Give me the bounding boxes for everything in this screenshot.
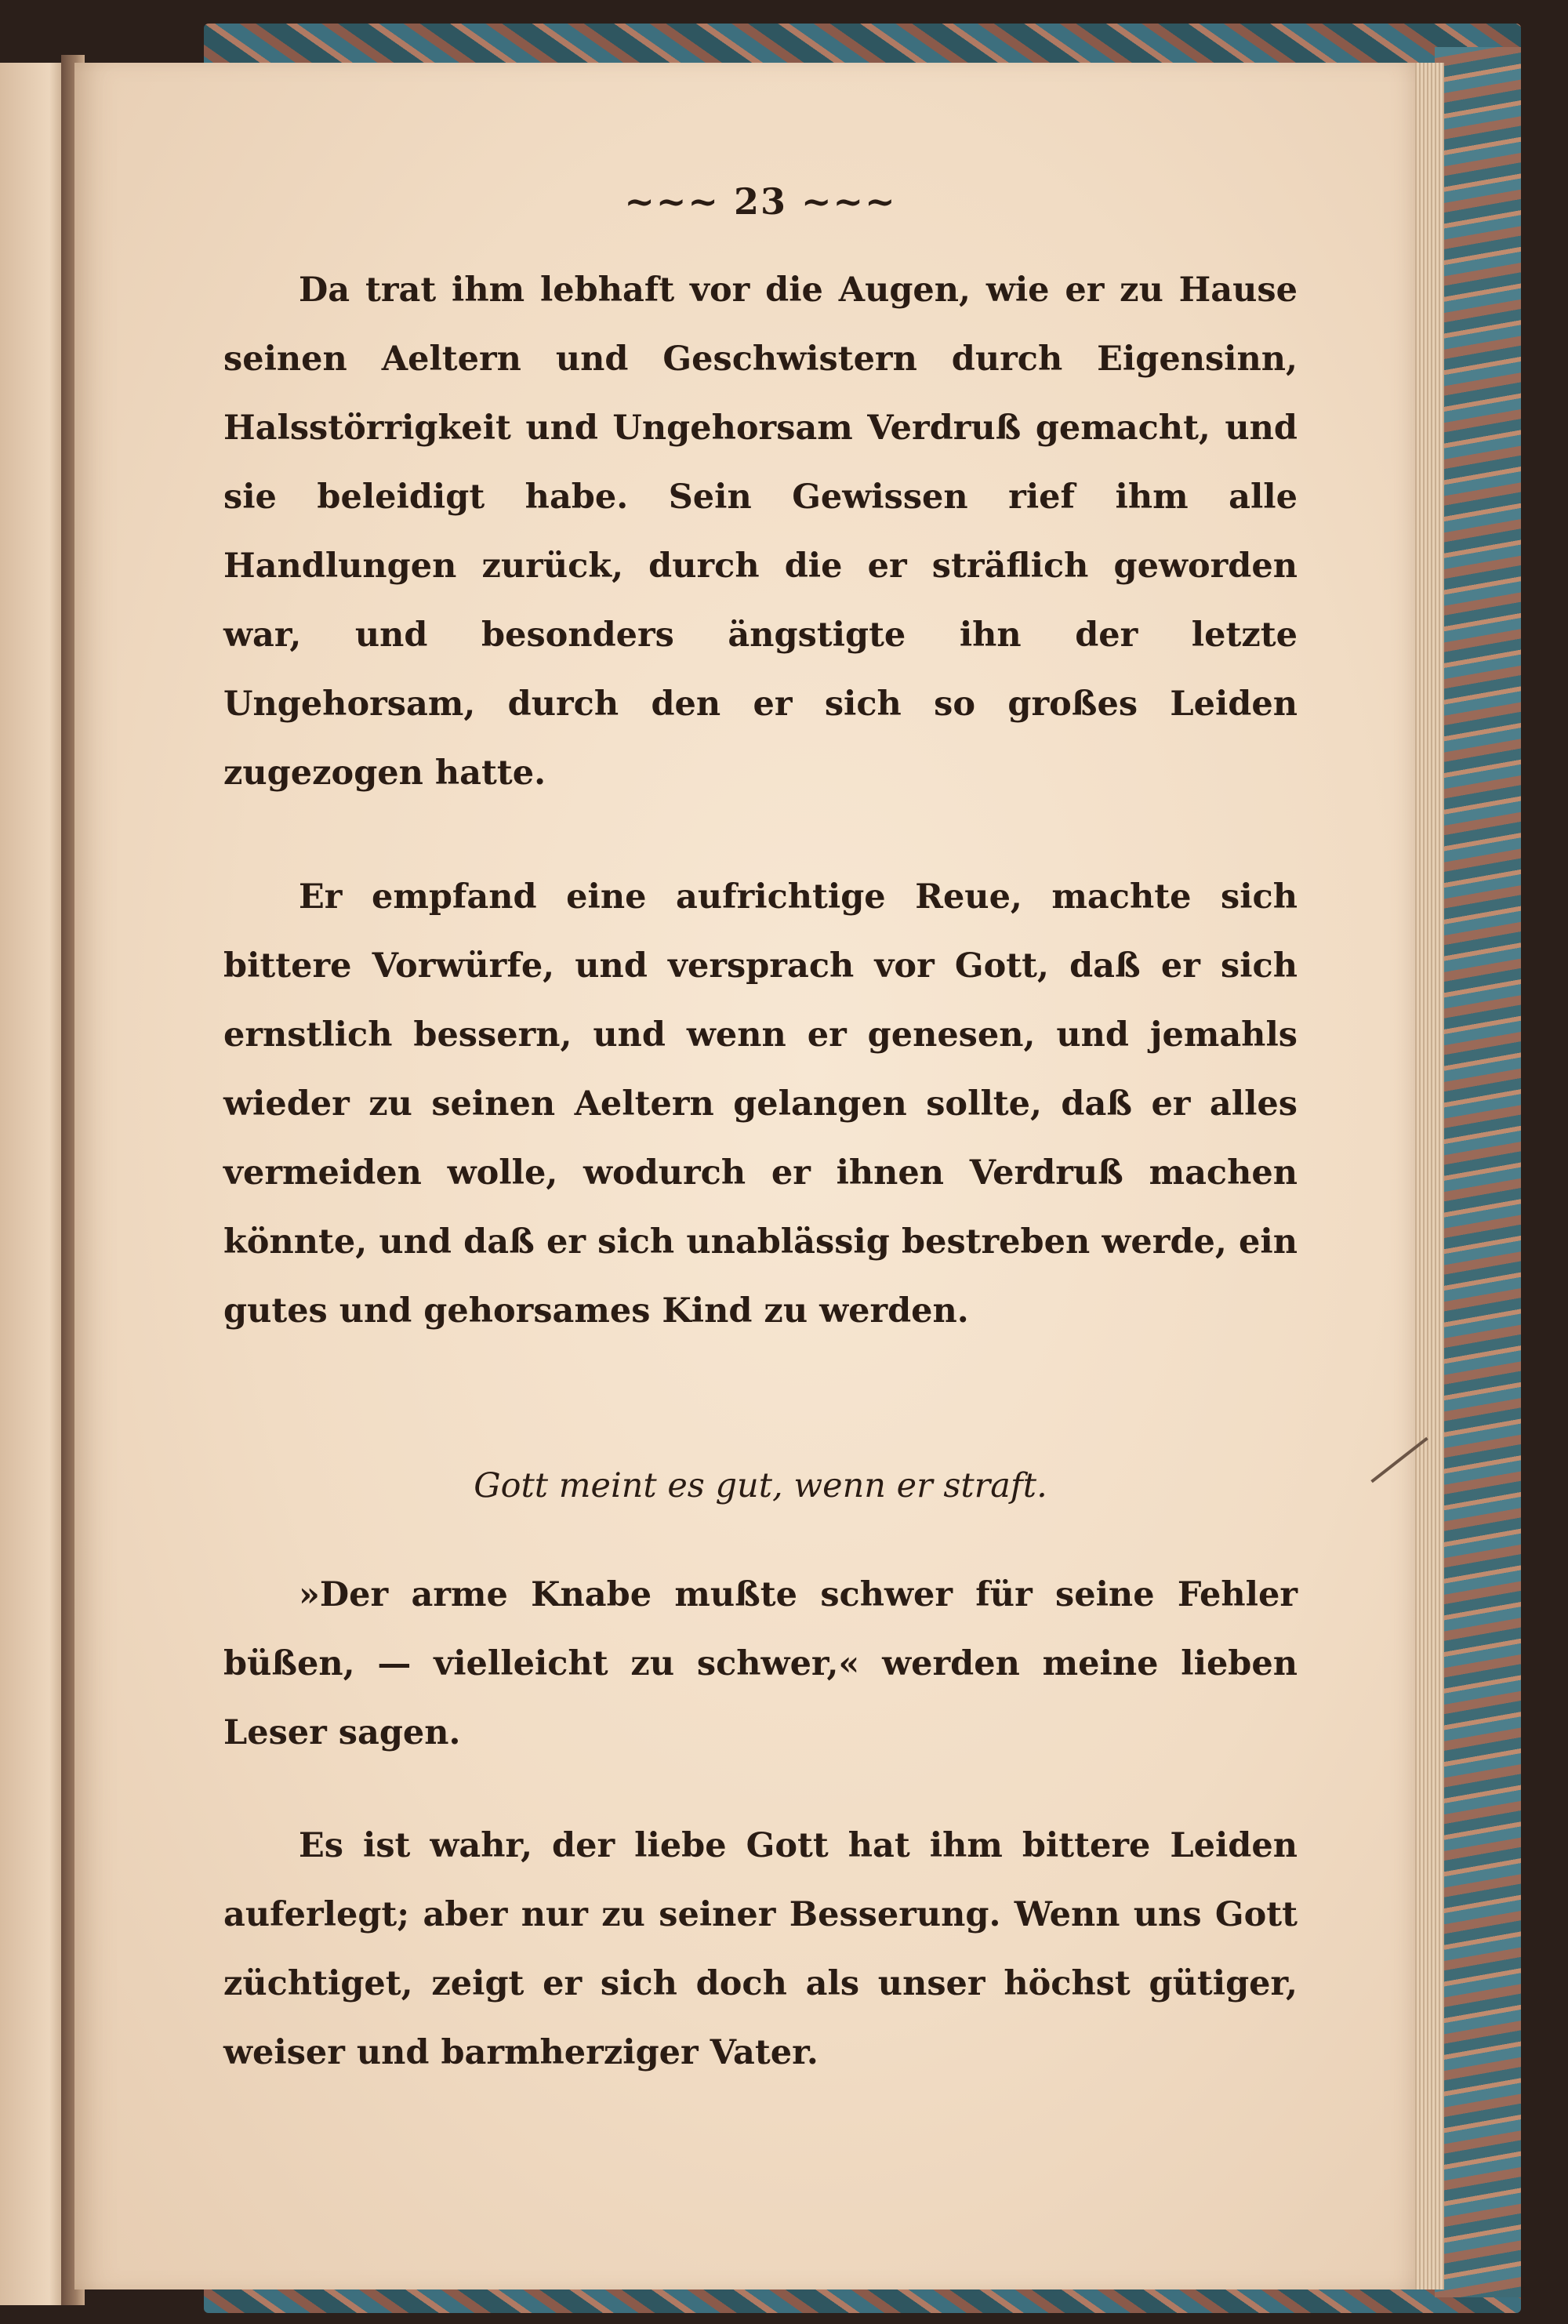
paragraph-1: Da trat ihm lebhaft vor die Augen, wie er zu Hause seinen Aeltern und Geschwistern durch Eigensinn, Halsstörrigkeit und Ungehorsam Verdruß gemacht, und sie beleidigt habe. Sein Gewissen rief ihm alle Handlungen zurück, durch die er sträflich geworden war, und besonders ängstigte ihn der letzte Ungehorsam, durch den er sich so großes Leiden zugezogen hatte. <box>223 271 1298 793</box>
facing-page-edge <box>0 63 71 2305</box>
section-heading: Gott meint es gut, wenn er straft. <box>474 1466 1047 1505</box>
paragraph-3: »Der arme Knabe mußte schwer für seine Fehler büßen, — vielleicht zu schwer,« werden meine lieben Leser sagen. <box>223 1575 1298 1752</box>
page-block-edges <box>1411 63 1444 2290</box>
paragraph-4: Es ist wahr, der liebe Gott hat ihm bittere Leiden auferlegt; aber nur zu seiner Besserung. Wenn uns Gott züchtiget, zeigt er sich doch als unser höchst gütiger, weiser und barmherziger Vater. <box>223 1826 1298 2072</box>
cover-edge <box>1435 47 1521 2297</box>
page-number: ~~~ 23 ~~~ <box>624 180 897 223</box>
book-page <box>74 63 1415 2290</box>
paragraph-2: Er empfand eine aufrichtige Reue, machte sich bittere Vorwürfe, und versprach vor Gott, daß er sich ernstlich bessern, und wenn er genesen, und jemahls wieder zu seinen Aeltern gelangen sollte, daß er alles vermeiden wolle, wodurch er ihnen Verdruß machen könnte, und daß er sich unablässig bestreben werde, ein gutes und gehorsames Kind zu werden. <box>223 877 1298 1331</box>
